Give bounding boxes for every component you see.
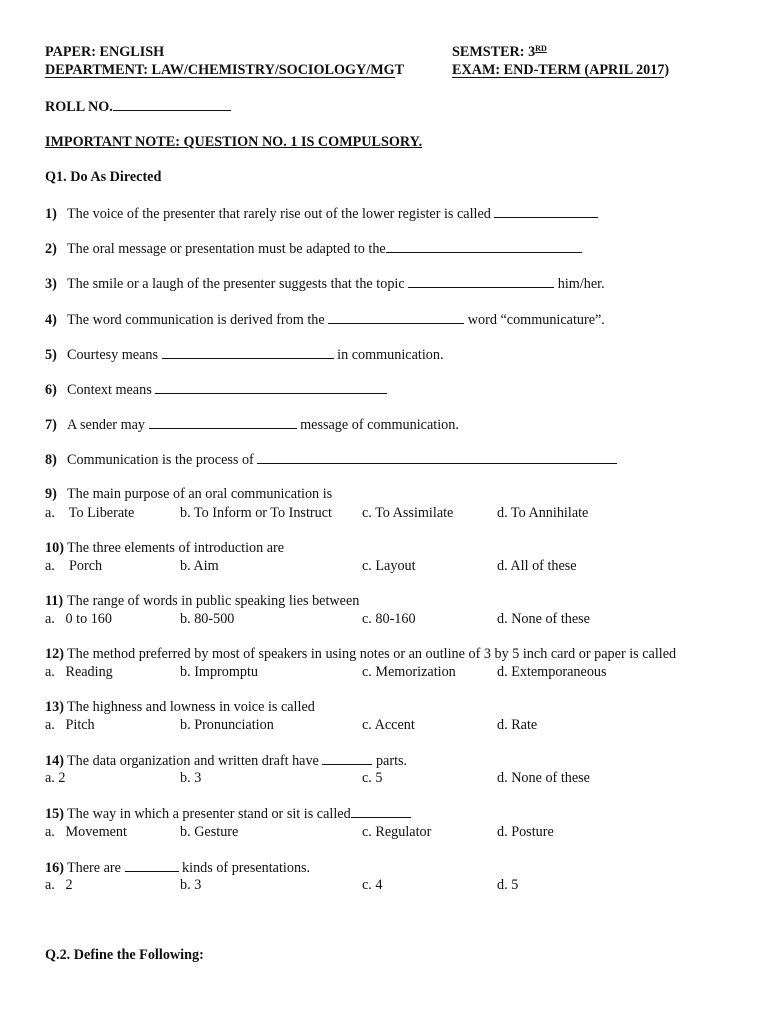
question-number: 16)	[45, 860, 64, 876]
question-9	[45, 486, 332, 503]
q2-title: Q.2. Define the Following:	[45, 947, 204, 963]
option-d[interactable]: d. All of these	[497, 558, 577, 574]
question-number: 8)	[45, 452, 57, 468]
question-text: The method preferred by most of speakers in using notes or an outline of 3 by 5 inch card or paper is called	[67, 646, 677, 662]
important-note: IMPORTANT NOTE: QUESTION NO. 1 IS COMPULSORY.	[45, 134, 423, 150]
question-number: 2)	[45, 241, 57, 257]
question-number: 10)	[45, 540, 64, 556]
semester-label	[452, 44, 547, 61]
question-16	[45, 859, 310, 877]
question-7	[45, 416, 459, 434]
question-number: 15)	[45, 806, 64, 822]
option-a[interactable]: a. Movement	[45, 824, 127, 840]
option-d[interactable]: d. To Annihilate	[497, 505, 589, 521]
answer-blank[interactable]	[125, 859, 179, 872]
question-number: 9)	[45, 486, 57, 502]
option-c[interactable]: c. 80-160	[362, 611, 416, 627]
option-d[interactable]: d. Extemporaneous	[497, 664, 607, 680]
option-b[interactable]: b. To Inform or To Instruct	[180, 505, 332, 521]
option-c[interactable]: c. Layout	[362, 558, 416, 574]
roll-no	[45, 98, 231, 116]
option-c[interactable]: c. 5	[362, 770, 383, 786]
answer-blank[interactable]	[149, 416, 297, 429]
question-text: The way in which a presenter stand or sit is called	[67, 806, 351, 822]
answer-blank[interactable]	[328, 311, 464, 324]
option-b[interactable]: b. 3	[180, 770, 202, 786]
question-number: 7)	[45, 417, 57, 433]
option-d[interactable]: d. 5	[497, 877, 519, 893]
question-15	[45, 805, 411, 823]
question-text: Courtesy means	[67, 347, 159, 363]
exam-label: EXAM: END-TERM (APRIL 2017)	[452, 62, 670, 78]
question-text: There are	[67, 860, 121, 876]
question-number: 1)	[45, 206, 57, 222]
option-a[interactable]: a. 2	[45, 770, 66, 786]
question-text: A sender may	[67, 417, 146, 433]
question-number: 4)	[45, 312, 57, 328]
answer-blank[interactable]	[155, 381, 387, 394]
option-b[interactable]: b. Pronunciation	[180, 717, 274, 733]
question-text: Context means	[67, 382, 152, 398]
option-b[interactable]: b. 3	[180, 877, 202, 893]
roll-label: ROLL NO.	[45, 99, 113, 115]
question-text: Communication is the process of	[67, 452, 254, 468]
question-text: The smile or a laugh of the presenter suggests that the topic	[67, 276, 405, 292]
paper-label: PAPER: ENGLISH	[45, 44, 165, 60]
answer-blank[interactable]	[386, 240, 582, 253]
option-c[interactable]: c. Regulator	[362, 824, 432, 840]
option-c[interactable]: c. 4	[362, 877, 383, 893]
option-a[interactable]: a. 2	[45, 877, 73, 893]
option-b[interactable]: b. 80-500	[180, 611, 235, 627]
header-underline-right	[452, 77, 664, 78]
question-6	[45, 381, 387, 399]
question-3	[45, 275, 605, 293]
question-number: 3)	[45, 276, 57, 292]
question-text-end: word “communicature”.	[467, 312, 605, 328]
question-1	[45, 205, 598, 223]
answer-blank[interactable]	[408, 275, 554, 288]
question-12	[45, 646, 676, 663]
question-4	[45, 311, 605, 329]
question-text-end: kinds of presentations.	[182, 860, 311, 876]
option-c[interactable]: c. Memorization	[362, 664, 456, 680]
question-13	[45, 699, 315, 716]
question-text: The data organization and written draft have	[67, 753, 319, 769]
option-b[interactable]: b. Gesture	[180, 824, 239, 840]
question-11	[45, 593, 359, 610]
question-text: The oral message or presentation must be adapted to the	[67, 241, 386, 257]
option-d[interactable]: d. None of these	[497, 611, 590, 627]
question-text-end: parts.	[375, 753, 408, 769]
option-a[interactable]: a. Reading	[45, 664, 113, 680]
question-number: 11)	[45, 593, 64, 609]
option-b[interactable]: b. Aim	[180, 558, 219, 574]
header-underline-left	[45, 77, 395, 78]
question-text-end: him/her.	[557, 276, 605, 292]
question-text: The word communication is derived from the	[67, 312, 325, 328]
question-5	[45, 346, 444, 364]
department-label: DEPARTMENT: LAW/CHEMISTRY/SOCIOLOGY/MGT	[45, 62, 405, 78]
option-c[interactable]: c. Accent	[362, 717, 415, 733]
option-d[interactable]: d. None of these	[497, 770, 590, 786]
question-number: 6)	[45, 382, 57, 398]
semester-sup: RD	[535, 44, 547, 53]
option-a[interactable]: a. Porch	[45, 558, 103, 574]
option-b[interactable]: b. Impromptu	[180, 664, 259, 680]
question-10	[45, 540, 284, 557]
question-text: The voice of the presenter that rarely rise out of the lower register is called	[67, 206, 491, 222]
answer-blank[interactable]	[322, 752, 372, 765]
answer-blank[interactable]	[162, 346, 334, 359]
option-a[interactable]: a. To Liberate	[45, 505, 135, 521]
question-text: The main purpose of an oral communication is	[67, 486, 333, 502]
question-number: 5)	[45, 347, 57, 363]
q1-title: Q1. Do As Directed	[45, 169, 162, 185]
roll-blank[interactable]	[113, 98, 231, 111]
question-2	[45, 240, 582, 258]
option-a[interactable]: a. 0 to 160	[45, 611, 112, 627]
answer-blank[interactable]	[257, 451, 617, 464]
question-text-end: message of communication.	[300, 417, 459, 433]
semester-text: SEMSTER: 3	[452, 44, 536, 60]
answer-blank[interactable]	[351, 805, 411, 818]
question-number: 12)	[45, 646, 64, 662]
answer-blank[interactable]	[494, 205, 598, 218]
option-d[interactable]: d. Rate	[497, 717, 538, 733]
question-14	[45, 752, 407, 770]
question-8	[45, 451, 617, 469]
question-text-end: in communication.	[337, 347, 444, 363]
option-c[interactable]: c. To Assimilate	[362, 505, 454, 521]
question-text: The range of words in public speaking lies between	[67, 593, 360, 609]
question-text: The three elements of introduction are	[67, 540, 285, 556]
option-d[interactable]: d. Posture	[497, 824, 554, 840]
option-a[interactable]: a. Pitch	[45, 717, 95, 733]
question-text: The highness and lowness in voice is called	[67, 699, 315, 715]
question-number: 14)	[45, 753, 64, 769]
question-number: 13)	[45, 699, 64, 715]
